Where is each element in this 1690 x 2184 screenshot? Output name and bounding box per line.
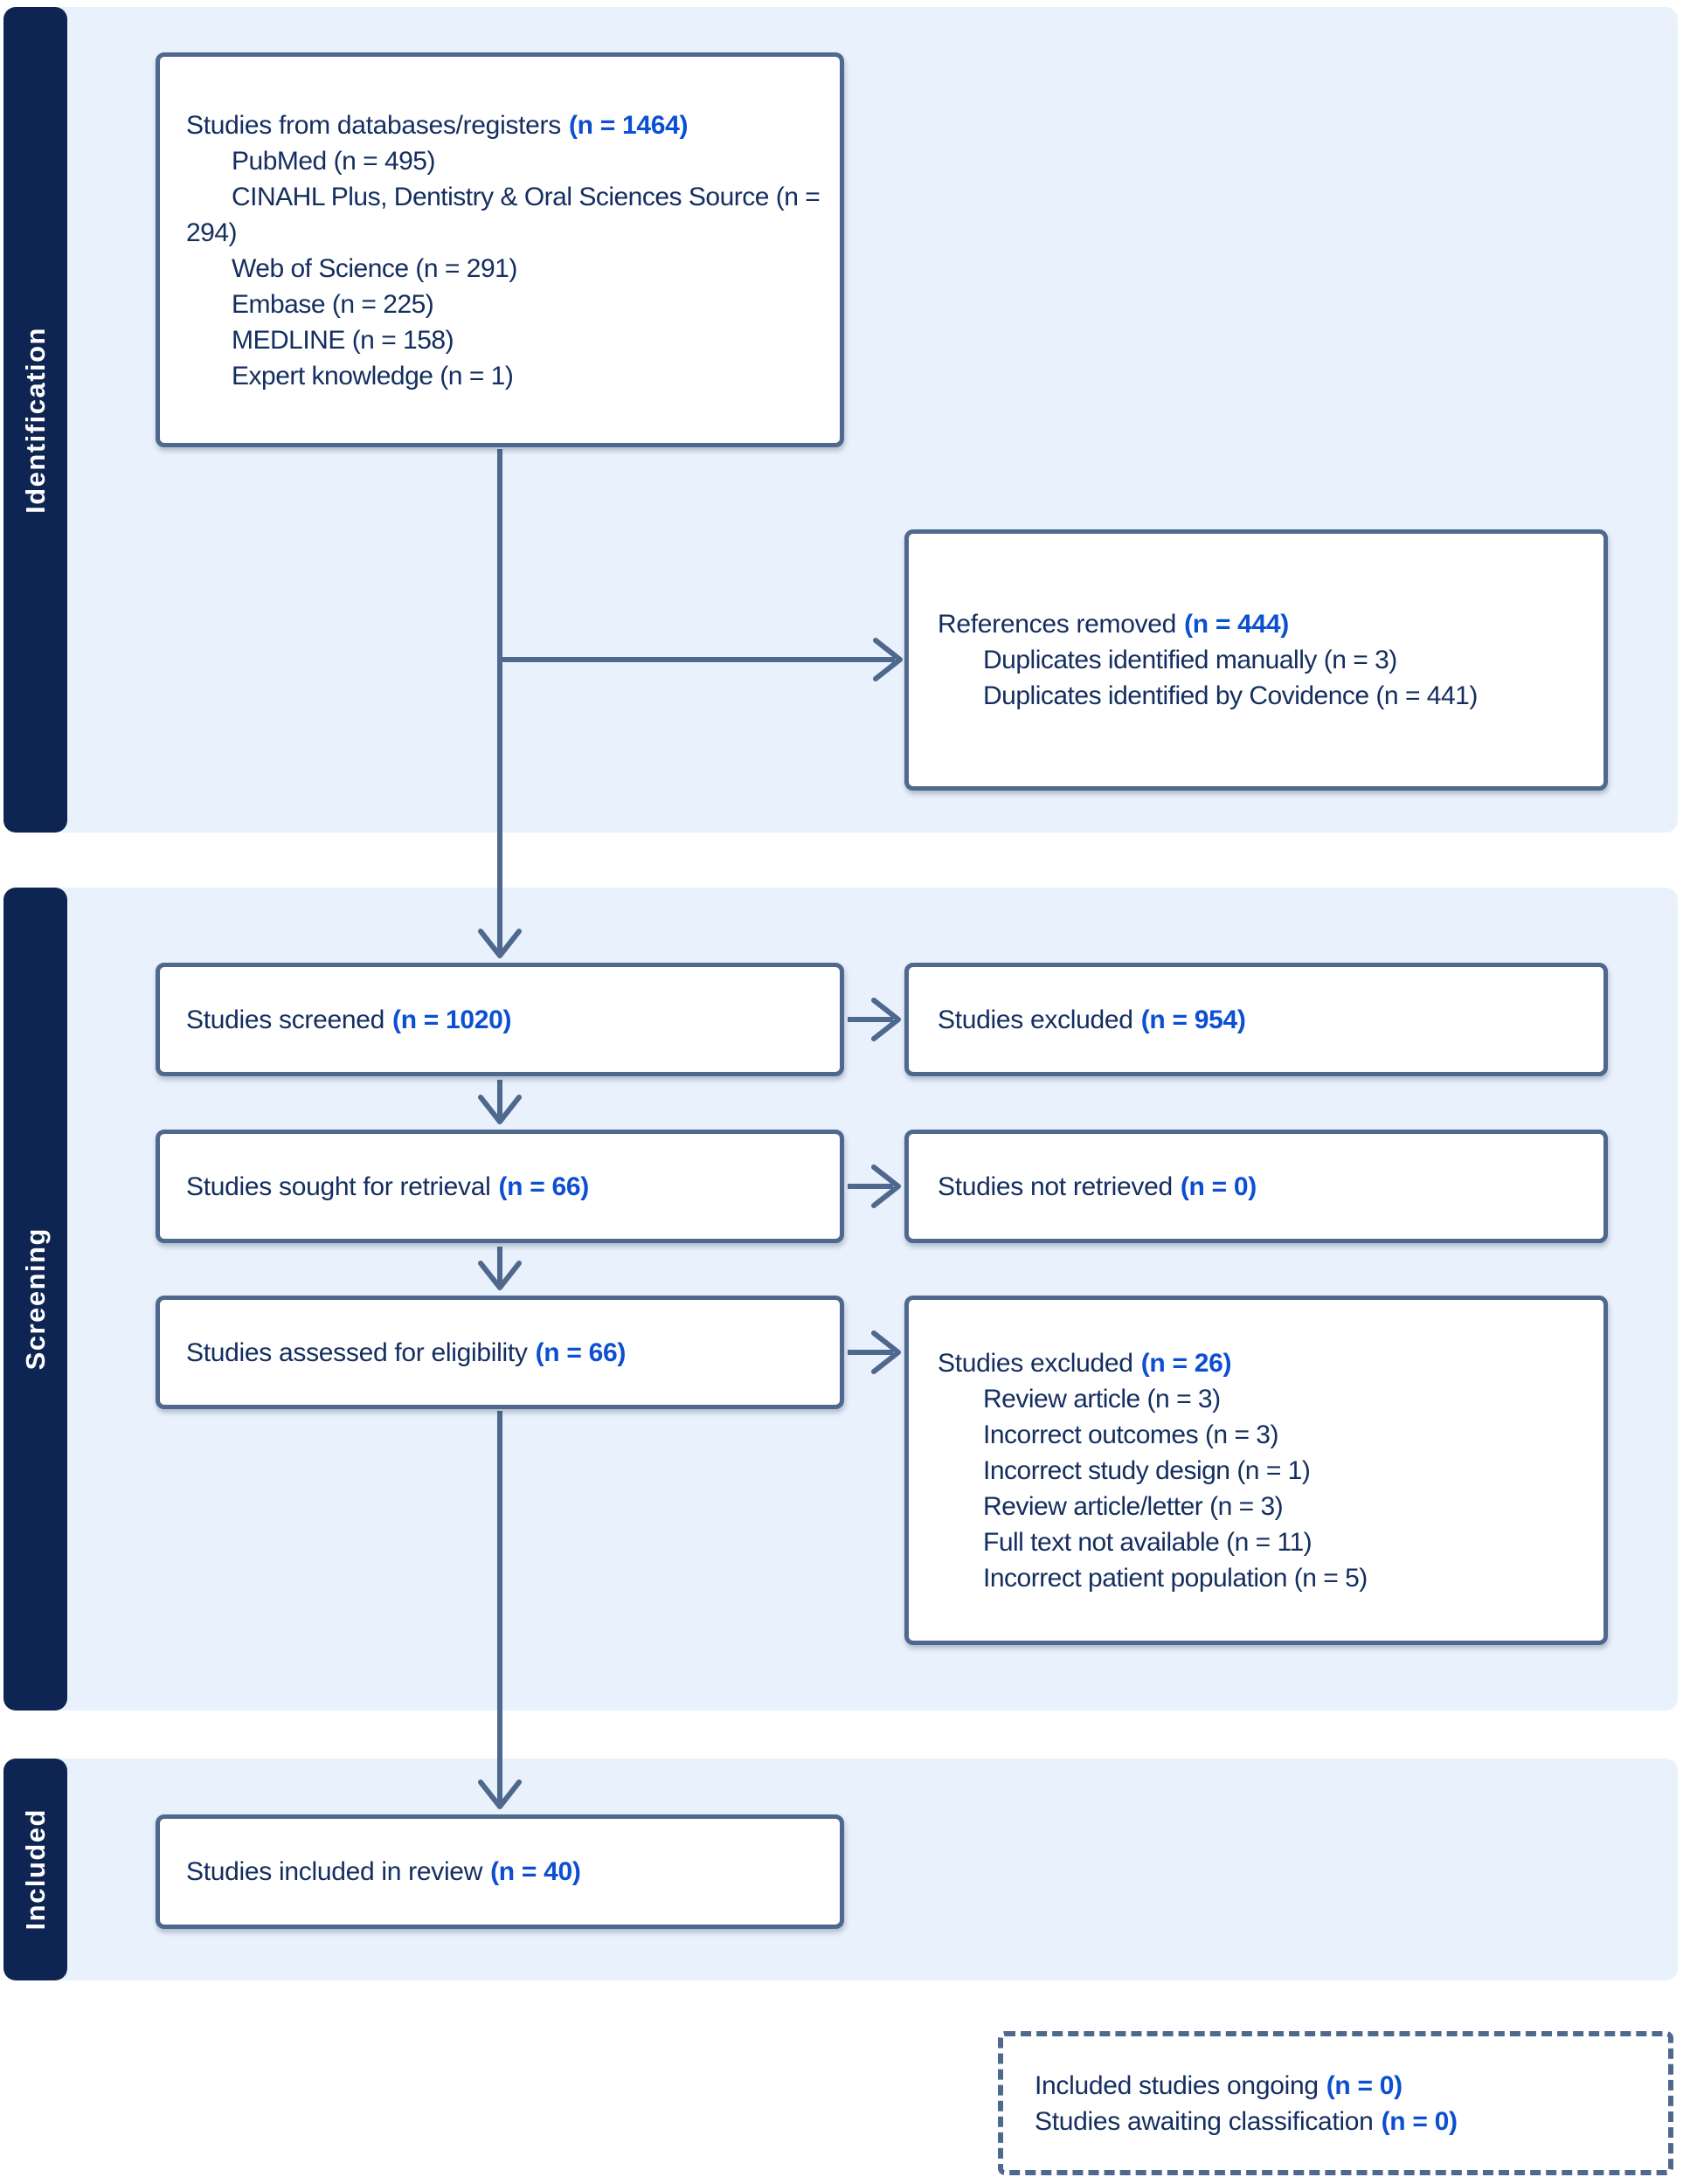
studies-included-review-box <box>156 1814 844 1929</box>
list-item: Duplicates identified manually (n = 3) <box>983 646 1397 674</box>
sidebar-screening-bar <box>3 888 67 1711</box>
box-title: Studies excluded <box>938 1005 1133 1034</box>
exclusion-reason-list <box>938 1381 1591 1596</box>
list-item: PubMed (n = 495) <box>232 147 435 176</box>
sidebar-included-label: Included <box>20 1808 51 1931</box>
arrow-screened-to-excluded <box>848 1000 898 1039</box>
box-count: (n = 26) <box>1140 1348 1232 1378</box>
arrow-assessed-to-included <box>481 1411 519 1807</box>
arrow-databases-to-screened <box>481 449 519 956</box>
box-count: (n = 0) <box>1381 2106 1458 2136</box>
box-title-line <box>186 1169 840 1205</box>
box-count: (n = 954) <box>1140 1005 1246 1034</box>
box-title-line <box>938 1169 1603 1205</box>
database-source-list <box>186 143 829 394</box>
box-title-line <box>186 107 829 143</box>
sidebar-screening-label: Screening <box>20 1227 51 1371</box>
box-title: References removed <box>938 610 1177 639</box>
sidebar-identification-bar <box>3 7 67 833</box>
box-title-line <box>186 1335 840 1371</box>
box-title-line <box>938 1345 1591 1381</box>
arrow-sought-to-not-retrieved <box>848 1167 898 1206</box>
box-count: (n = 40) <box>490 1857 581 1886</box>
box-title: Studies from databases/registers <box>186 111 561 140</box>
list-item: CINAHL Plus, Dentistry & Oral Sciences Source (n = 294) <box>186 183 821 247</box>
box-title-line <box>186 1002 840 1038</box>
box-count: (n = 1464) <box>568 111 689 140</box>
box-title: Included studies ongoing <box>1035 2070 1319 2100</box>
awaiting-classification-line <box>1035 2104 1668 2139</box>
arrow-screened-to-sought <box>481 1080 519 1122</box>
duplicates-list <box>938 642 1591 714</box>
studies-not-retrieved-box <box>904 1130 1608 1243</box>
box-title-line <box>938 606 1591 642</box>
studies-assessed-eligibility-box <box>156 1296 844 1409</box>
box-count: (n = 66) <box>535 1337 627 1367</box>
arrow-to-references-removed <box>500 640 900 679</box>
box-title: Studies not retrieved <box>938 1171 1173 1201</box>
list-item: Incorrect study design (n = 1) <box>983 1455 1311 1485</box>
list-item: Review article (n = 3) <box>983 1384 1221 1413</box>
studies-from-databases-box <box>156 52 844 447</box>
list-item: Review article/letter (n = 3) <box>983 1491 1284 1521</box>
studies-excluded-eligibility-box <box>904 1296 1608 1645</box>
ongoing-studies-line <box>1035 2068 1668 2104</box>
list-item: Embase (n = 225) <box>232 290 434 319</box>
sidebar-included-bar <box>3 1759 67 1980</box>
box-title: Studies screened <box>186 1005 385 1034</box>
box-count: (n = 0) <box>1326 2070 1403 2100</box>
awaiting-classification-box <box>998 2031 1673 2175</box>
box-title: Studies awaiting classification <box>1035 2106 1374 2136</box>
studies-excluded-screening-box <box>904 963 1608 1076</box>
box-title-line <box>938 1002 1603 1038</box>
box-count: (n = 66) <box>498 1171 589 1201</box>
arrow-sought-to-assessed <box>481 1247 519 1288</box>
studies-screened-box <box>156 963 844 1076</box>
box-title: Studies included in review <box>186 1857 483 1886</box>
list-item: Incorrect patient population (n = 5) <box>983 1563 1368 1593</box>
list-item: Full text not available (n = 11) <box>983 1527 1313 1557</box>
box-title: Studies excluded <box>938 1348 1133 1378</box>
sidebar-identification-label: Identification <box>20 326 51 514</box>
box-count: (n = 444) <box>1184 610 1289 639</box>
list-item: Incorrect outcomes (n = 3) <box>983 1420 1278 1449</box>
box-title: Studies assessed for eligibility <box>186 1337 528 1367</box>
box-count: (n = 0) <box>1180 1171 1257 1201</box>
list-item: Web of Science (n = 291) <box>232 254 517 283</box>
list-item: MEDLINE (n = 158) <box>232 326 454 355</box>
references-removed-box <box>904 529 1608 791</box>
arrow-assessed-to-excluded <box>848 1333 898 1372</box>
studies-sought-retrieval-box <box>156 1130 844 1243</box>
box-count: (n = 1020) <box>392 1005 512 1034</box>
box-title: Studies sought for retrieval <box>186 1171 491 1201</box>
list-item: Duplicates identified by Covidence (n = 441) <box>983 681 1478 710</box>
box-title-line <box>186 1854 840 1890</box>
list-item: Expert knowledge (n = 1) <box>232 362 514 390</box>
